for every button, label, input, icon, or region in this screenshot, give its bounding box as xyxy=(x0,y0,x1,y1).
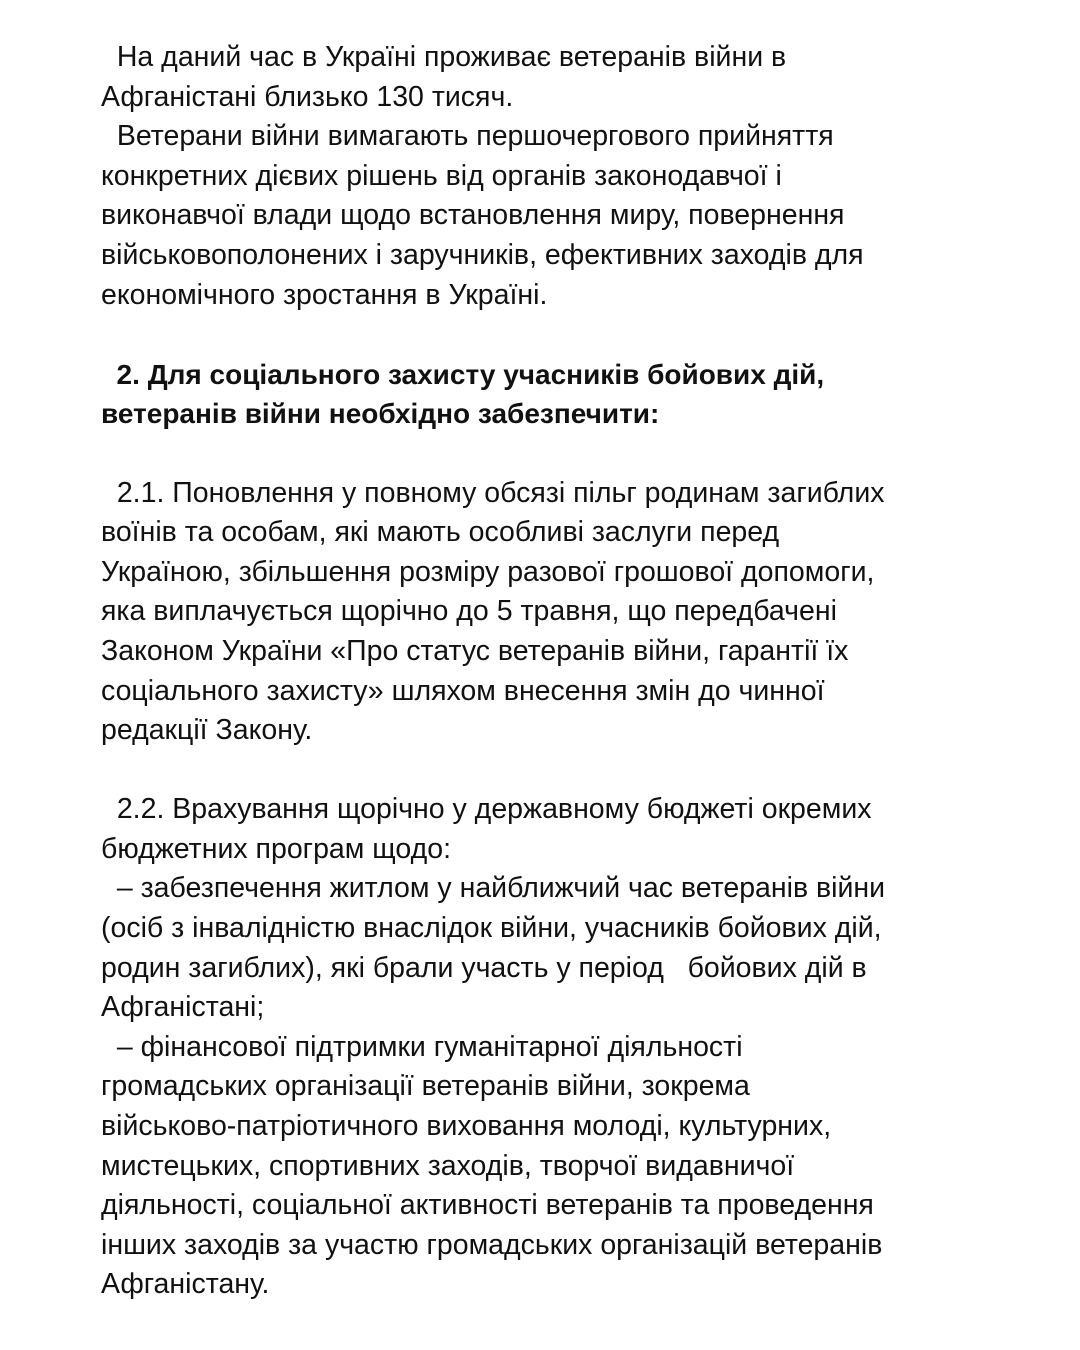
blank-line xyxy=(101,751,1021,791)
paragraph-intro xyxy=(101,38,1021,117)
text-line: – забезпечення житлом у найближчий час ветеранів війни xyxy=(101,872,886,905)
section-2-heading xyxy=(101,355,1021,434)
text-line: редакції Закону. xyxy=(101,714,313,747)
text-line: бюджетних програм щодо: xyxy=(101,832,452,865)
text-line: виконавчої влади щодо встановлення миру, повернення xyxy=(101,199,845,232)
text-line: (осіб з інвалідністю внаслідок війни, учасників бойових дій, xyxy=(101,912,882,945)
text-line: Україною, збільшення розміру разової грошової допомоги, xyxy=(101,555,875,588)
text-line: яка виплачується щорічно до 5 травня, що передбачені xyxy=(101,595,837,628)
text-line: 2.2. Врахування щорічно у державному бюджеті окремих xyxy=(101,793,872,826)
blank-line xyxy=(101,315,1021,355)
blank-line xyxy=(101,434,1021,474)
text-line: На даний час в Україні проживає ветеранів війни в xyxy=(101,41,787,73)
text-line: соціального захисту» шляхом внесення змін до чинної xyxy=(101,674,825,707)
text-line: 2.1. Поновлення у повному обсязі пільг родинам загиблих xyxy=(101,476,885,509)
heading-line: 2. Для соціального захисту учасників бойових дій, xyxy=(101,358,825,390)
text-line: громадських організації ветеранів війни, зокрема xyxy=(101,1070,750,1103)
text-line: Афганістану. xyxy=(101,1268,270,1301)
text-line: родин загиблих), які брали участь у період бойових дій в xyxy=(101,951,867,984)
text-line: Ветерани війни вимагають першочергового прийняття xyxy=(101,120,834,153)
text-line: Афганістані; xyxy=(101,991,265,1024)
text-line: мистецьких, спортивних заходів, творчої видавничої xyxy=(101,1149,795,1182)
text-line: – фінансової підтримки гуманітарної діяльності xyxy=(101,1030,743,1063)
text-line: діяльності, соціальної активності ветеранів та проведення xyxy=(101,1189,874,1222)
text-line: військовополонених і заручників, ефективних заходів для xyxy=(101,238,864,271)
section-2-2 xyxy=(101,790,1021,1305)
text-line: Афганістані близько 130 тисяч. xyxy=(101,80,514,113)
heading-line: ветеранів війни необхідно забезпечити: xyxy=(101,398,660,430)
paragraph-demands xyxy=(101,117,1021,315)
text-line: військово-патріотичного виховання молоді, культурних, xyxy=(101,1110,832,1143)
document-page xyxy=(101,38,1021,1305)
text-line: воїнів та особам, які мають особливі заслуги перед xyxy=(101,516,780,549)
section-2-1 xyxy=(101,474,1021,751)
text-line: інших заходів за участю громадських організацій ветеранів xyxy=(101,1228,883,1261)
text-line: конкретних дієвих рішень від органів законодавчої і xyxy=(101,159,782,192)
text-line: Законом України «Про статус ветеранів війни, гарантії їх xyxy=(101,634,849,667)
text-line: економічного зростання в Україні. xyxy=(101,278,548,311)
